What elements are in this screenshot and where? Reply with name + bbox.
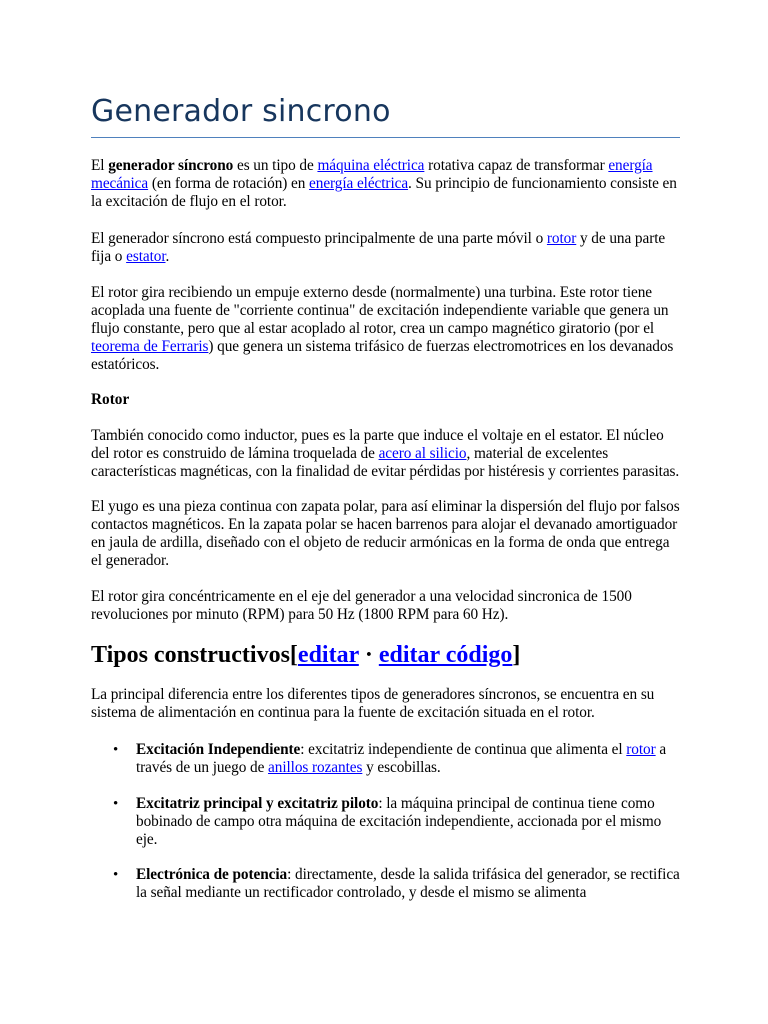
title-divider bbox=[91, 137, 680, 138]
rotation-text: El rotor gira recibiendo un empuje externo desde (normalmente) una turbina. Este rotor tiene acoplada una fuente de "corriente continua" de excitación independiente variable que genera un flujo constante, pero que al estar acoplado al rotor, crea un campo magnético giratorio (por el bbox=[91, 284, 669, 337]
list-item-term: Electrónica de potencia bbox=[136, 866, 288, 883]
list-item-term: Excitatriz principal y excitatriz piloto bbox=[136, 795, 379, 812]
composition-text: . bbox=[165, 248, 170, 265]
link-energia-mecanica[interactable]: energía mecánica bbox=[91, 157, 653, 192]
composition-text: y de una parte fija o bbox=[91, 230, 666, 265]
bullet-icon: • bbox=[113, 742, 119, 758]
intro-bold-term: generador síncrono bbox=[108, 157, 234, 174]
link-anillos-rozantes[interactable]: anillos rozantes bbox=[268, 759, 363, 776]
link-rotor[interactable]: rotor bbox=[626, 741, 656, 758]
intro-text: (en forma de rotación) en bbox=[148, 175, 310, 192]
intro-paragraph bbox=[91, 157, 681, 211]
intro-text: rotativa capaz de transformar bbox=[424, 157, 609, 174]
bullet-icon: • bbox=[113, 867, 119, 883]
list-item-term: Excitación Independiente bbox=[136, 741, 301, 758]
rotation-text: ) que genera un sistema trifásico de fuerzas electromotrices en los devanados estatóricos. bbox=[91, 338, 674, 373]
link-rotor[interactable]: rotor bbox=[546, 230, 577, 247]
link-energia-electrica[interactable]: energía eléctrica bbox=[309, 175, 409, 192]
composition-text: El generador síncrono está compuesto principalmente de una parte móvil o bbox=[91, 230, 547, 247]
link-acero-silicio[interactable]: acero al silicio bbox=[378, 445, 467, 462]
rotor-heading: Rotor bbox=[91, 391, 130, 408]
section-title: Tipos constructivos bbox=[91, 642, 290, 668]
page-title: Generador sincrono bbox=[91, 94, 391, 129]
rotor-paragraph-1 bbox=[91, 427, 681, 481]
intro-text: . Su principio de funcionamiento consiste en la excitación de flujo en el rotor. bbox=[91, 175, 677, 210]
intro-text: El bbox=[91, 157, 109, 174]
list-item-description: y escobillas. bbox=[362, 759, 441, 776]
list-item-description: : excitatriz independiente de continua que alimenta el bbox=[300, 741, 627, 758]
list-item-text bbox=[136, 866, 681, 902]
rotor-text: , material de excelentes características magnéticas, con la finalidad de evitar pérdidas por histéresis y corrientes parasitas. bbox=[91, 445, 680, 480]
section-heading bbox=[91, 640, 520, 670]
rotor-paragraph-3: El rotor gira concéntricamente en el eje del generador a una velocidad sincronica de 1500 revoluciones por minuto (RPM) para 50 Hz (1800 RPM para 60 Hz). bbox=[91, 588, 632, 623]
section-separator: · bbox=[358, 642, 379, 668]
list-item-text bbox=[136, 741, 681, 777]
list-item-description: a través de un juego de bbox=[136, 741, 667, 776]
list-item-text bbox=[136, 795, 681, 849]
list-item-description: : la máquina principal de continua tiene como bobinado de campo otra máquina de excitación independiente, accionada por el mismo eje. bbox=[136, 795, 662, 848]
link-estator[interactable]: estator bbox=[126, 248, 166, 265]
link-maquina-electrica[interactable]: máquina eléctrica bbox=[317, 157, 425, 174]
link-teorema-ferraris[interactable]: teorema de Ferraris bbox=[91, 338, 209, 355]
section-open-bracket: [ bbox=[289, 642, 298, 668]
edit-link[interactable]: editar bbox=[297, 642, 359, 668]
types-intro-paragraph: La principal diferencia entre los diferentes tipos de generadores síncronos, se encuentra en su sistema de alimentación en continua para la fuente de excitación situada en el rotor. bbox=[91, 686, 655, 721]
section-close-bracket: ] bbox=[512, 642, 521, 668]
rotation-paragraph bbox=[91, 284, 681, 374]
rotor-paragraph-2: El yugo es una pieza continua con zapata polar, para así eliminar la dispersión del flujo por falsos contactos magnéticos. En la zapata polar se hacen barrenos para alojar el devanado amortiguador en jaula de ardilla, diseñado con el objeto de reducir armónicas en la forma de onda que entrega el generador. bbox=[91, 498, 680, 569]
bullet-icon: • bbox=[113, 796, 119, 812]
rotor-text: También conocido como inductor, pues es la parte que induce el voltaje en el estator. El núcleo del rotor es construido de lámina troquelada de bbox=[91, 427, 664, 462]
edit-code-link[interactable]: editar código bbox=[378, 642, 513, 668]
intro-text: es un tipo de bbox=[233, 157, 318, 174]
list-item-description: : directamente, desde la salida trifásica del generador, se rectifica la señal mediante un rectificador controlado, y desde el mismo se alimenta bbox=[136, 866, 680, 901]
composition-paragraph bbox=[91, 230, 681, 266]
